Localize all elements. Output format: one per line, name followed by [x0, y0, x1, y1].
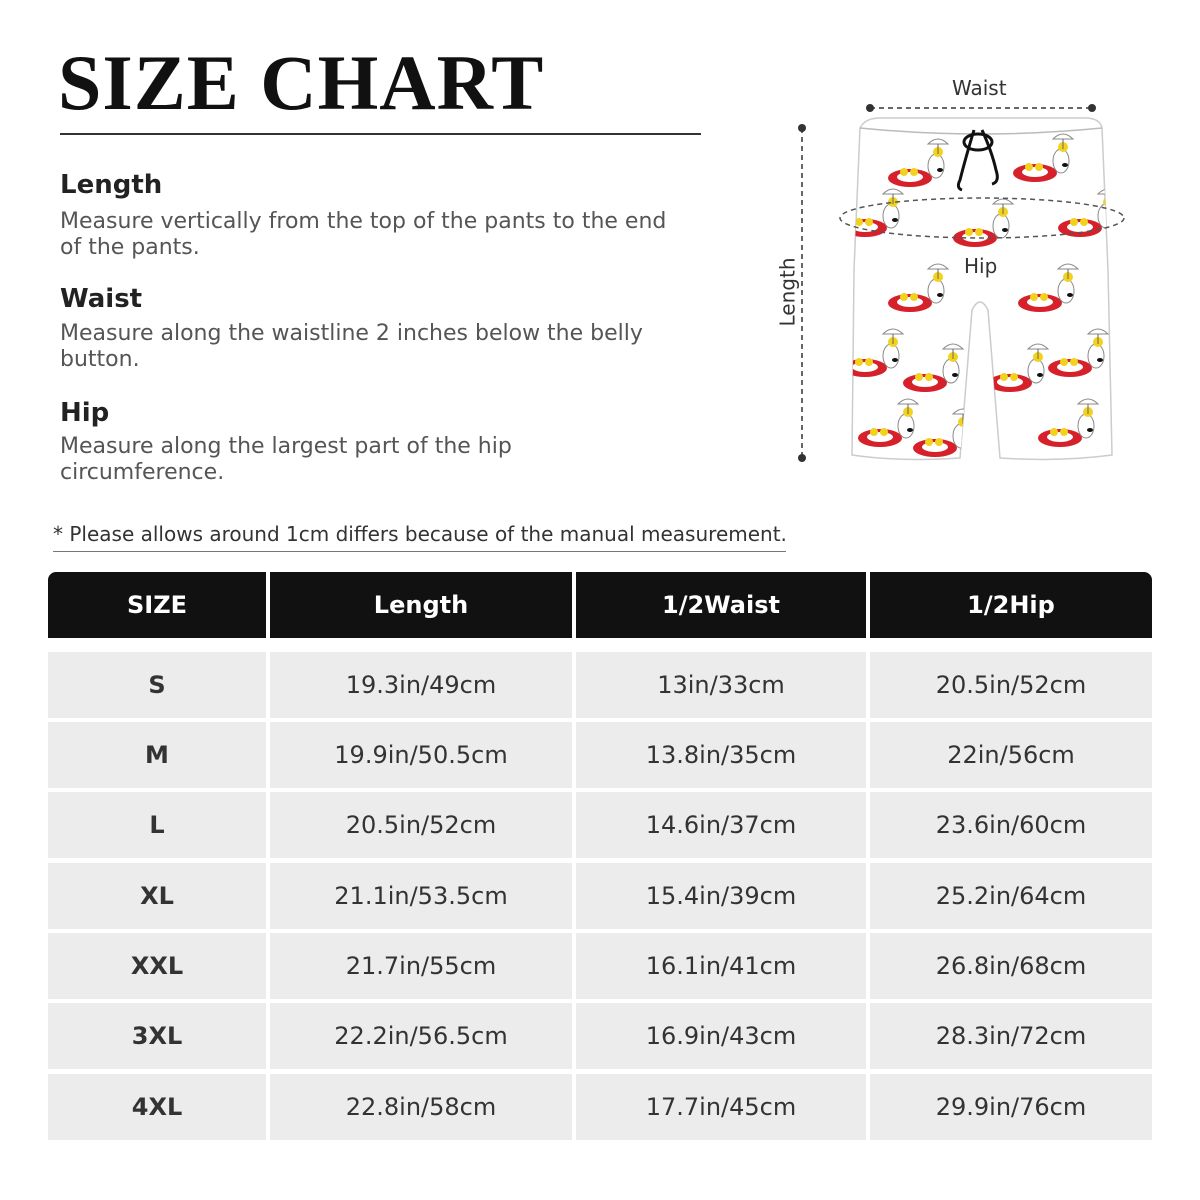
table-cell-hip: 29.9in/76cm [870, 1074, 1152, 1140]
waist-heading: Waist [60, 284, 143, 314]
length-label: Length [775, 257, 800, 327]
header-half-waist: 1/2Waist [576, 572, 866, 638]
table-cell-hip: 23.6in/60cm [870, 792, 1152, 858]
table-cell-waist: 13in/33cm [576, 652, 866, 718]
hip-heading: Hip [60, 398, 110, 428]
table-cell-size: XXL [48, 933, 266, 999]
table-cell-hip: 26.8in/68cm [870, 933, 1152, 999]
shorts-diagram [760, 70, 1160, 480]
measurement-note: * Please allows around 1cm differs because of the manual measurement. [53, 522, 787, 546]
table-cell-size: XL [48, 863, 266, 929]
table-cell-hip: 25.2in/64cm [870, 863, 1152, 929]
table-cell-length: 21.1in/53.5cm [270, 863, 572, 929]
table-cell-waist: 15.4in/39cm [576, 863, 866, 929]
header-half-hip: 1/2Hip [870, 572, 1152, 638]
table-cell-size: 3XL [48, 1003, 266, 1069]
table-cell-waist: 17.7in/45cm [576, 1074, 866, 1140]
table-cell-length: 22.8in/58cm [270, 1074, 572, 1140]
waist-label: Waist [952, 76, 1007, 100]
title-divider [60, 133, 701, 135]
length-heading: Length [60, 170, 163, 200]
table-cell-length: 19.3in/49cm [270, 652, 572, 718]
table-cell-hip: 28.3in/72cm [870, 1003, 1152, 1069]
header-size: SIZE [48, 572, 266, 638]
table-cell-waist: 14.6in/37cm [576, 792, 866, 858]
waist-description: Measure along the waistline 2 inches below the belly button. [60, 321, 643, 372]
table-cell-length: 21.7in/55cm [270, 933, 572, 999]
table-cell-hip: 20.5in/52cm [870, 652, 1152, 718]
length-description: Measure vertically from the top of the pants to the end of the pants. [60, 209, 667, 260]
size-table [48, 572, 1152, 1140]
table-cell-waist: 16.9in/43cm [576, 1003, 866, 1069]
hip-description: Measure along the largest part of the hip circumference. [60, 434, 512, 485]
table-cell-size: S [48, 652, 266, 718]
page-title: SIZE CHART [58, 39, 545, 126]
table-cell-size: L [48, 792, 266, 858]
table-cell-length: 19.9in/50.5cm [270, 722, 572, 788]
header-length: Length [270, 572, 572, 638]
table-cell-waist: 16.1in/41cm [576, 933, 866, 999]
table-cell-length: 22.2in/56.5cm [270, 1003, 572, 1069]
shorts-illustration [760, 70, 1160, 480]
table-cell-size: M [48, 722, 266, 788]
table-cell-size: 4XL [48, 1074, 266, 1140]
table-cell-hip: 22in/56cm [870, 722, 1152, 788]
table-cell-waist: 13.8in/35cm [576, 722, 866, 788]
note-divider [53, 551, 786, 552]
table-cell-length: 20.5in/52cm [270, 792, 572, 858]
hip-label: Hip [964, 254, 998, 278]
